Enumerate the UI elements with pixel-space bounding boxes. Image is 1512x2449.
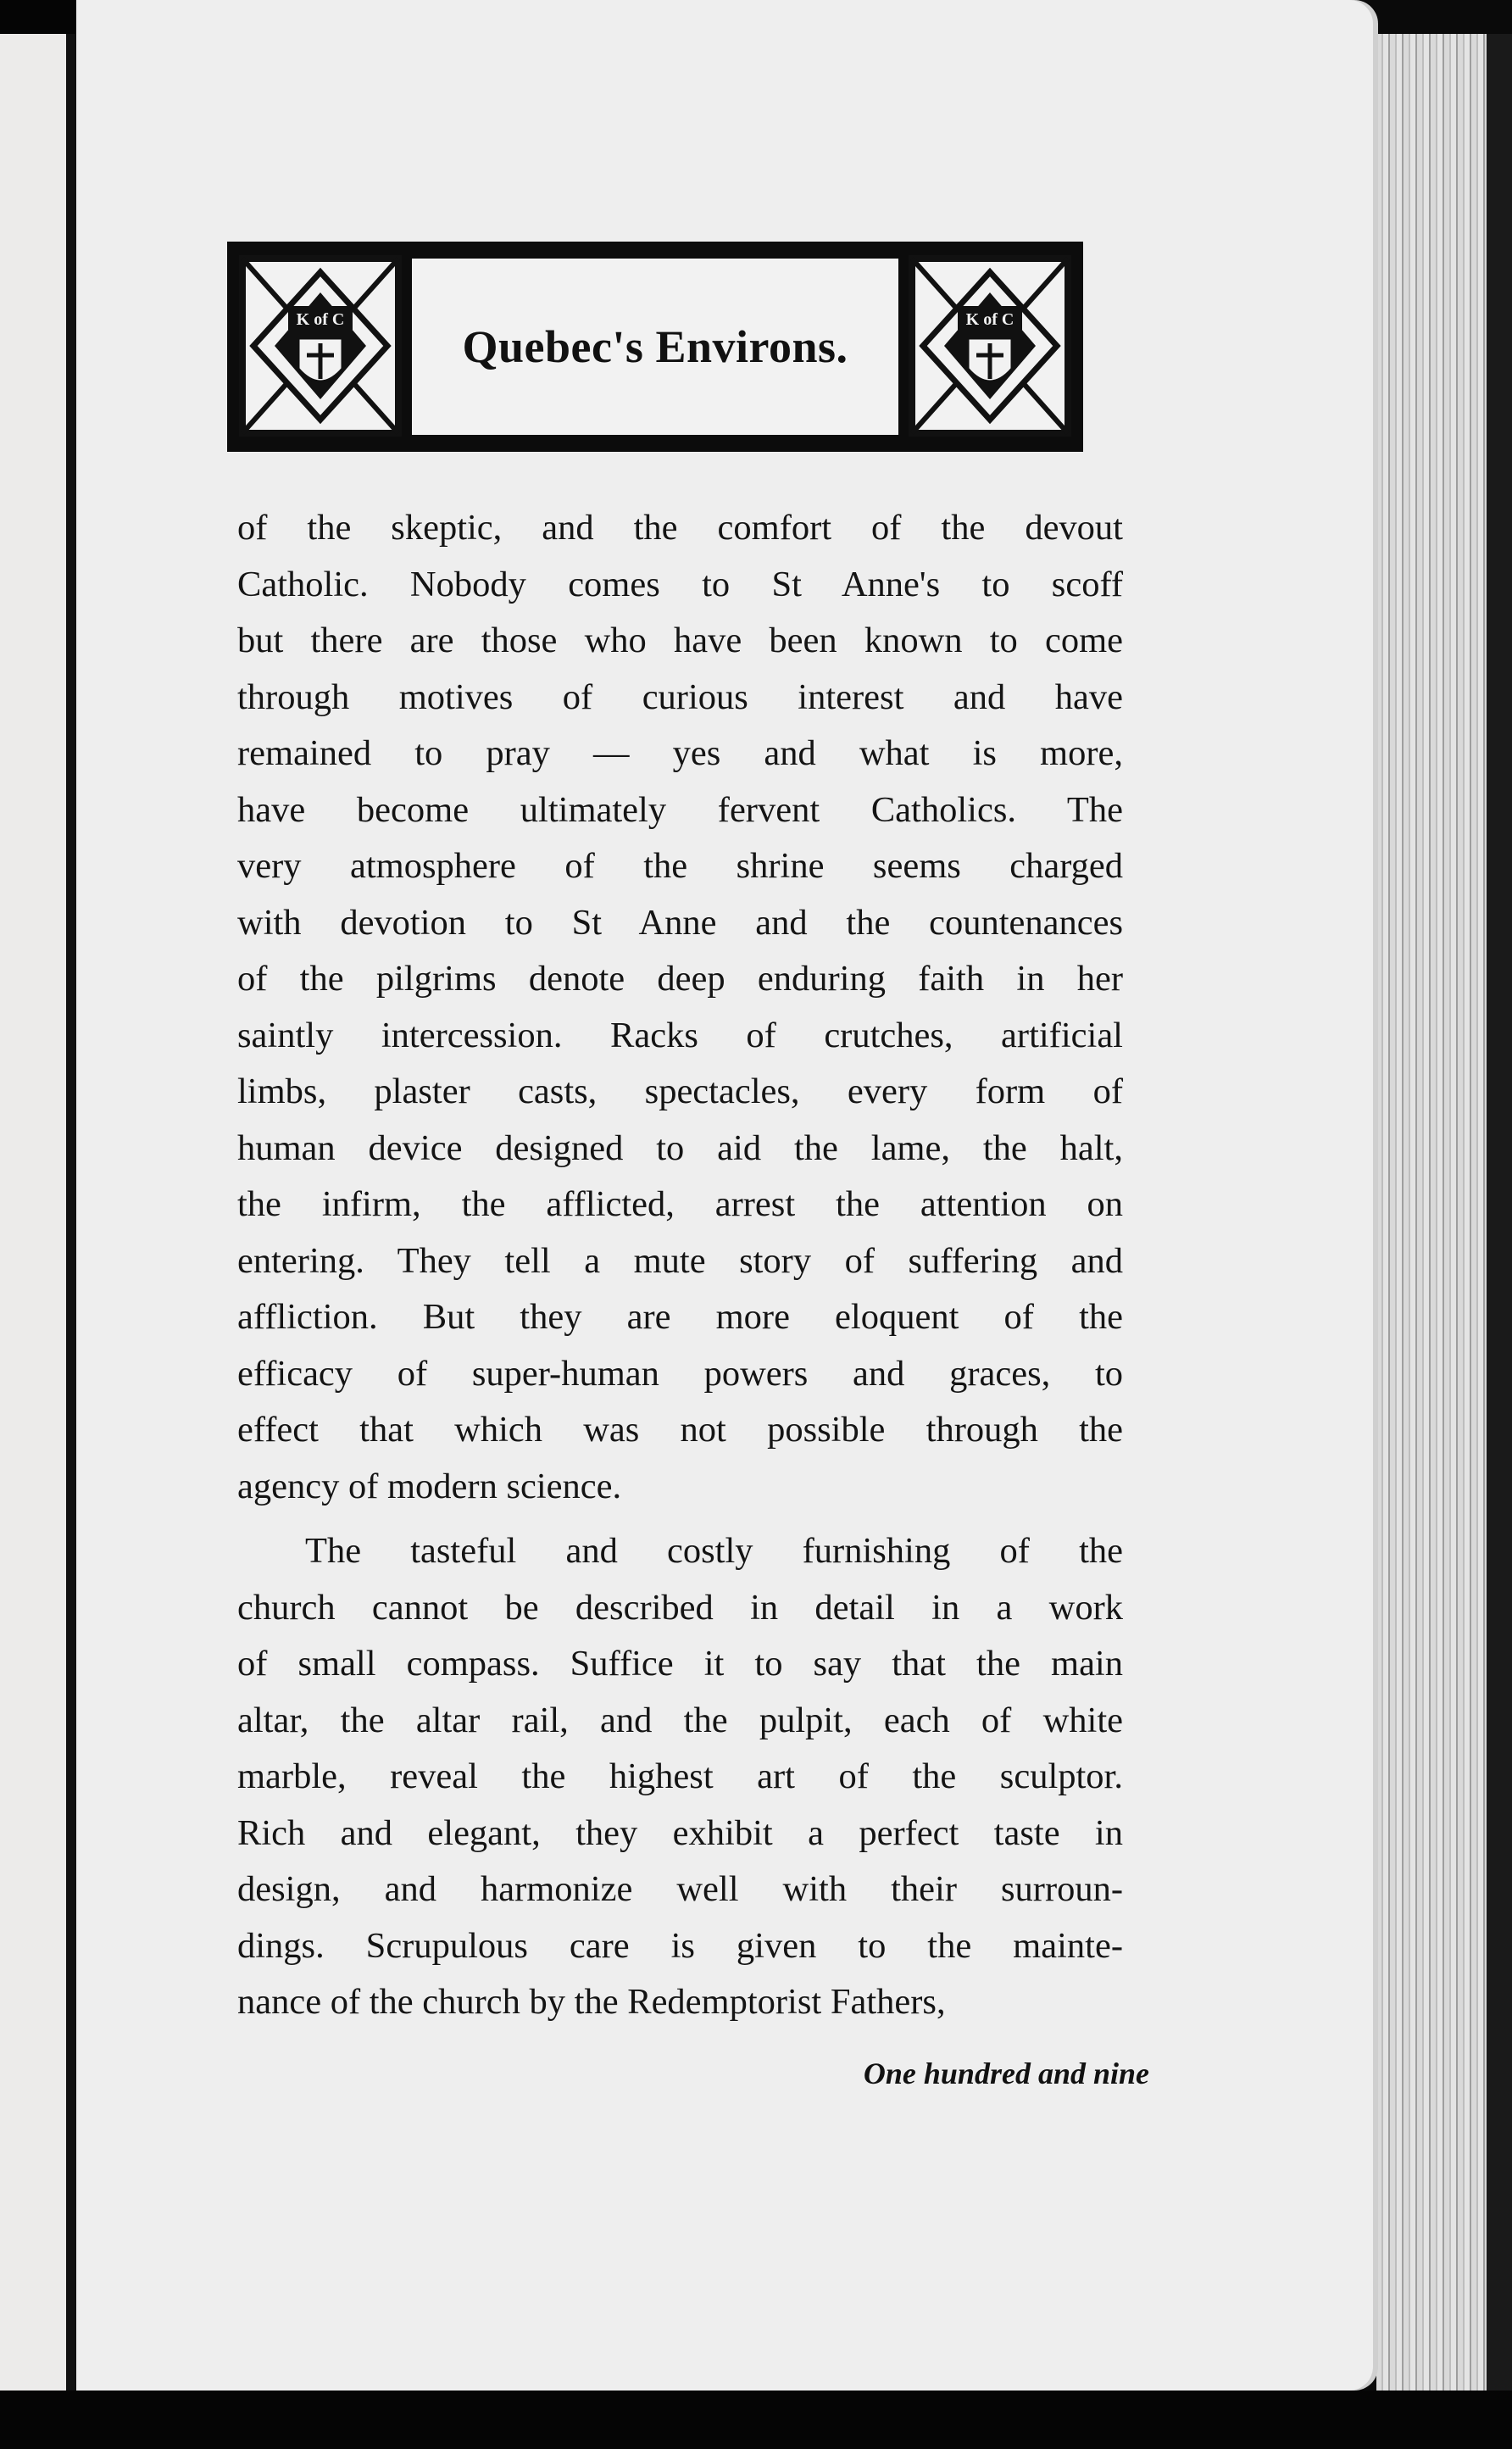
- paragraph-2: [237, 1523, 1123, 2031]
- svg-text:K of C: K of C: [296, 310, 345, 329]
- text-line: but there are those who have been known to come: [237, 621, 1123, 660]
- text-line: agency of modern science.: [237, 1466, 622, 1506]
- text-line: through motives of curious interest and have: [237, 676, 1123, 717]
- text-line: design, and harmonize well with their surroun-: [237, 1869, 1123, 1909]
- paragraph-1: [237, 500, 1123, 1515]
- scan-border-top: [0, 0, 76, 34]
- knights-of-columbus-emblem-icon: [909, 255, 1071, 437]
- text-line: effect that which was not possible through the: [237, 1410, 1123, 1450]
- text-line: altar, the altar rail, and the pulpit, each of white: [237, 1700, 1123, 1740]
- text-line: of small compass. Suffice it to say that the main: [237, 1644, 1123, 1684]
- text-line: entering. They tell a mute story of suffering and: [237, 1240, 1123, 1281]
- text-line: with devotion to St Anne and the countenances: [237, 902, 1123, 943]
- facing-page-edge: [0, 34, 66, 2449]
- text-line: Catholic. Nobody comes to St Anne's to scoff: [237, 564, 1123, 604]
- text-line: The tasteful and costly furnishing of the: [305, 1531, 1123, 1571]
- text-line: the infirm, the afflicted, arrest the attention on: [237, 1184, 1123, 1224]
- text-line: human device designed to aid the lame, the halt,: [237, 1127, 1123, 1168]
- emblem-left-graphic: [239, 255, 402, 437]
- text-line: church cannot be described in detail in a work: [237, 1587, 1123, 1628]
- emblem-right-graphic: [909, 255, 1071, 437]
- page-body-text: [237, 500, 1123, 2031]
- svg-text:K of C: K of C: [965, 310, 1014, 329]
- text-line: Rich and elegant, they exhibit a perfect taste in: [237, 1812, 1123, 1853]
- knights-of-columbus-emblem-icon: [239, 255, 402, 437]
- text-line: limbs, plaster casts, spectacles, every form of: [237, 1071, 1123, 1111]
- text-line: saintly intercession. Racks of crutches, artificial: [237, 1015, 1123, 1055]
- text-line: dings. Scrupulous care is given to the mainte-: [237, 1925, 1123, 1966]
- text-line: marble, reveal the highest art of the sculptor.: [237, 1756, 1123, 1796]
- text-line: efficacy of super-human powers and graces, to: [237, 1353, 1123, 1394]
- text-line: nance of the church by the Redemptorist Fathers,: [237, 1982, 946, 2022]
- page-number-footer: One hundred and nine: [863, 2057, 1149, 2090]
- header-title-box: [412, 259, 898, 435]
- scan-border-bottom: [0, 2391, 1512, 2449]
- text-line: affliction. But they are more eloquent of the: [237, 1297, 1123, 1337]
- text-line: of the skeptic, and the comfort of the devout: [237, 508, 1123, 548]
- text-line: very atmosphere of the shrine seems charged: [237, 846, 1123, 886]
- text-line: of the pilgrims denote deep enduring faith in her: [237, 959, 1123, 999]
- chapter-header-banner: [227, 242, 1083, 452]
- page-header-title: Quebec's Environs.: [462, 321, 848, 372]
- text-line: have become ultimately fervent Catholics. The: [237, 789, 1123, 830]
- text-line: remained to pray — yes and what is more,: [237, 733, 1123, 773]
- scan-border-right: [1487, 34, 1512, 2449]
